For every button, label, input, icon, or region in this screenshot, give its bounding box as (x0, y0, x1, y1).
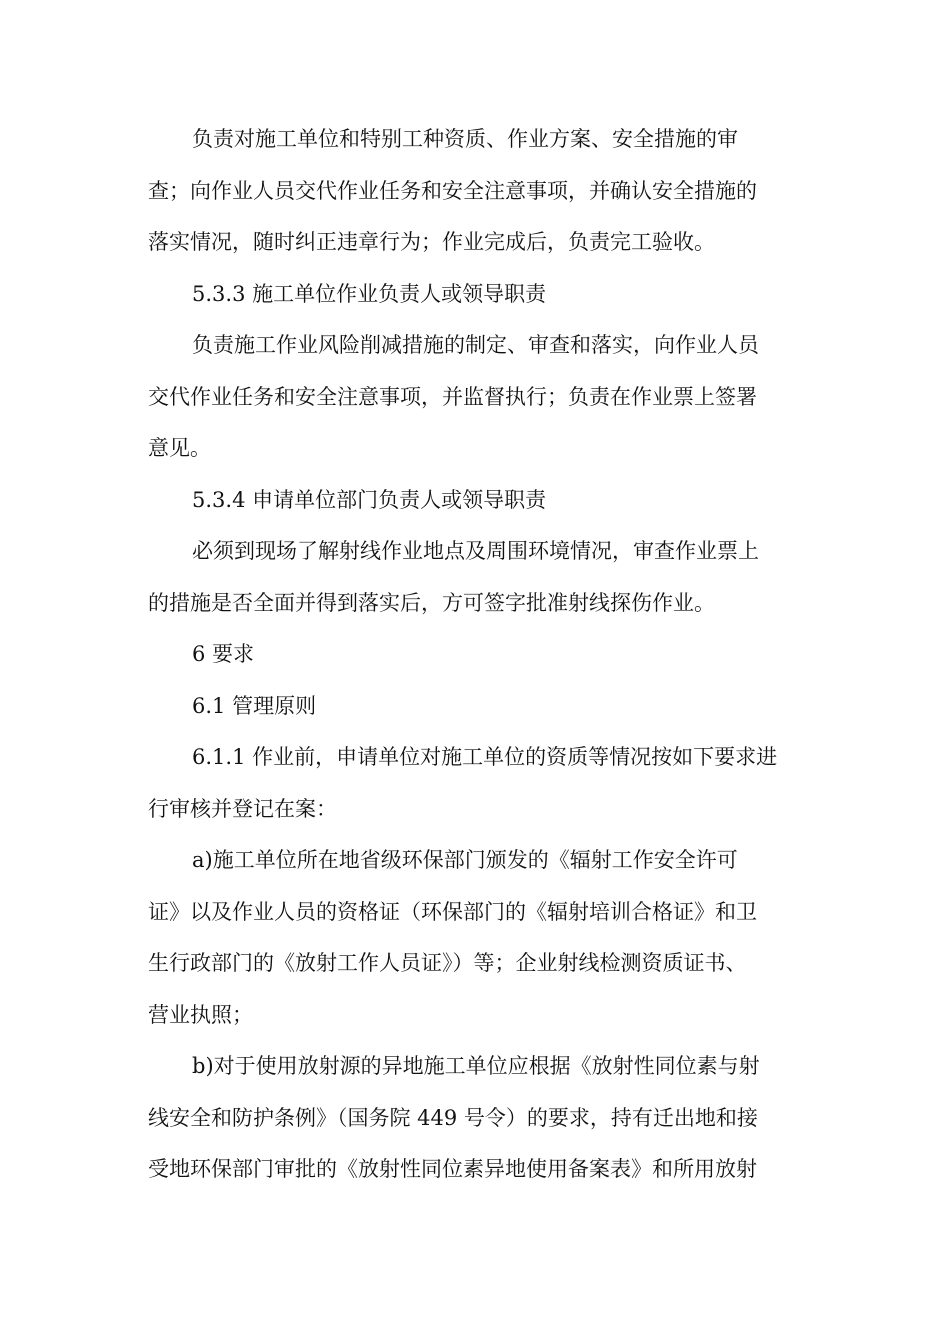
paragraph-line: 生行政部门的《放射工作人员证》）等；企业射线检测资质证书、 (148, 951, 747, 975)
section-heading-5-3-3: 5.3.3 施工单位作业负责人或领导职责 (192, 281, 547, 306)
list-item-a: a)施工单位所在地省级环保部门颁发的《辐射工作安全许可 (192, 848, 738, 872)
paragraph-line: 查；向作业人员交代作业任务和安全注意事项，并确认安全措施的 (148, 178, 757, 203)
section-heading-5-3-4: 5.3.4 申请单位部门负责人或领导职责 (192, 487, 547, 512)
paragraph-line: 意见。 (148, 436, 211, 460)
paragraph-line: 行审核并登记在案： (148, 796, 337, 821)
paragraph-line: 落实情况，随时纠正违章行为；作业完成后，负责完工验收。 (148, 230, 715, 254)
paragraph-line: 受地环保部门审批的《放射性同位素异地使用备案表》和所用放射 (148, 1157, 757, 1181)
paragraph-line: 负责对施工单位和特别工种资质、作业方案、安全措施的审 (192, 127, 738, 151)
paragraph-line: 证》以及作业人员的资格证（环保部门的《辐射培训合格证》和卫 (148, 899, 757, 924)
paragraph-line: 6.1.1 作业前，申请单位对施工单位的资质等情况按如下要求进 (192, 745, 778, 769)
section-heading-6-1: 6.1 管理原则 (192, 693, 317, 718)
paragraph-line: 负责施工作业风险削减措施的制定、审查和落实，向作业人员 (192, 333, 759, 357)
document-body (148, 114, 808, 1196)
list-item-b: b)对于使用放射源的异地施工单位应根据《放射性同位素与射 (192, 1054, 760, 1078)
paragraph-line: 线安全和防护条例》（国务院 449 号令）的要求，持有迁出地和接 (148, 1105, 758, 1130)
paragraph-line: 必须到现场了解射线作业地点及周围环境情况，审查作业票上 (192, 539, 759, 563)
paragraph-line: 交代作业任务和安全注意事项，并监督执行；负责在作业票上签署 (148, 384, 757, 409)
section-heading-6: 6 要求 (192, 642, 255, 666)
paragraph-line: 营业执照； (148, 1002, 253, 1027)
paragraph-line: 的措施是否全面并得到落实后，方可签字批准射线探伤作业。 (148, 590, 715, 615)
